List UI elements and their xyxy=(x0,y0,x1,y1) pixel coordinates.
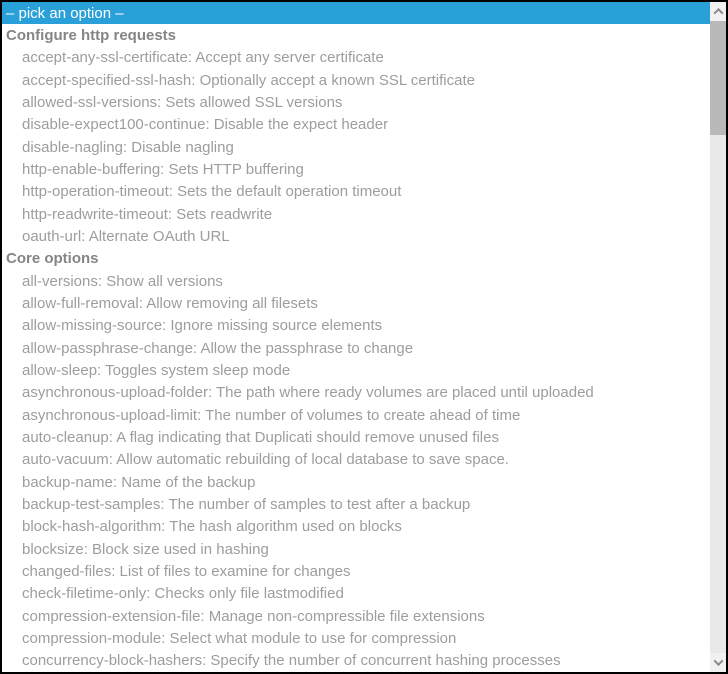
select-option[interactable]: asynchronous-upload-folder: The path where ready volumes are placed until uploaded xyxy=(22,384,594,402)
select-option[interactable]: accept-specified-ssl-hash: Optionally accept a known SSL certificate xyxy=(22,71,475,89)
select-option[interactable]: accept-any-ssl-certificate: Accept any server certificate xyxy=(22,49,384,67)
select-option[interactable]: blocksize: Block size used in hashing xyxy=(22,540,269,558)
scroll-down-button[interactable] xyxy=(710,653,726,672)
select-option[interactable]: all-versions: Show all versions xyxy=(22,272,223,290)
select-option[interactable]: disable-nagling: Disable nagling xyxy=(22,138,234,156)
select-option[interactable]: allow-missing-source: Ignore missing source elements xyxy=(22,317,383,335)
select-option[interactable]: changed-files: List of files to examine for changes xyxy=(22,562,351,580)
select-option[interactable]: compression-extension-file: Manage non-compressible file extensions xyxy=(22,607,485,625)
select-option[interactable]: http-readwrite-timeout: Sets readwrite xyxy=(22,205,273,223)
option-group-label: Configure http requests xyxy=(6,26,177,44)
select-option[interactable]: auto-vacuum: Allow automatic rebuilding of local database to save space. xyxy=(22,451,509,469)
select-option[interactable]: backup-test-samples: The number of samples to test after a backup xyxy=(22,495,471,513)
scrollbar-thumb[interactable] xyxy=(710,21,726,135)
select-option[interactable]: compression-module: Select what module to use for compression xyxy=(22,629,457,647)
select-option[interactable]: check-filetime-only: Checks only file lastmodified xyxy=(22,585,344,603)
select-option[interactable]: block-hash-algorithm: The hash algorithm used on blocks xyxy=(22,518,402,536)
select-option[interactable]: allow-full-removal: Allow removing all filesets xyxy=(22,294,318,312)
chevron-down-icon xyxy=(713,656,723,666)
option-list xyxy=(2,2,710,672)
select-option[interactable]: disable-expect100-continue: Disable the expect header xyxy=(22,116,389,134)
selected-option[interactable]: – pick an option – xyxy=(2,2,710,24)
option-group-label: Core options xyxy=(6,250,99,268)
vertical-scrollbar[interactable] xyxy=(710,2,726,672)
select-option[interactable]: http-operation-timeout: Sets the default operation timeout xyxy=(22,183,402,201)
select-option[interactable]: http-enable-buffering: Sets HTTP buffering xyxy=(22,160,304,178)
select-option[interactable]: concurrency-block-hashers: Specify the number of concurrent hashing processes xyxy=(22,652,561,670)
select-option[interactable]: oauth-url: Alternate OAuth URL xyxy=(22,227,230,245)
select-option[interactable]: allow-passphrase-change: Allow the passphrase to change xyxy=(22,339,414,357)
select-option[interactable]: asynchronous-upload-limit: The number of volumes to create ahead of time xyxy=(22,406,521,424)
chevron-up-icon xyxy=(713,8,723,18)
select-option[interactable]: backup-name: Name of the backup xyxy=(22,473,256,491)
select-option[interactable]: allow-sleep: Toggles system sleep mode xyxy=(22,361,291,379)
scroll-up-button[interactable] xyxy=(710,2,726,21)
select-option[interactable]: auto-cleanup: A flag indicating that Duplicati should remove unused files xyxy=(22,428,499,446)
select-option[interactable]: allowed-ssl-versions: Sets allowed SSL versions xyxy=(22,93,343,111)
